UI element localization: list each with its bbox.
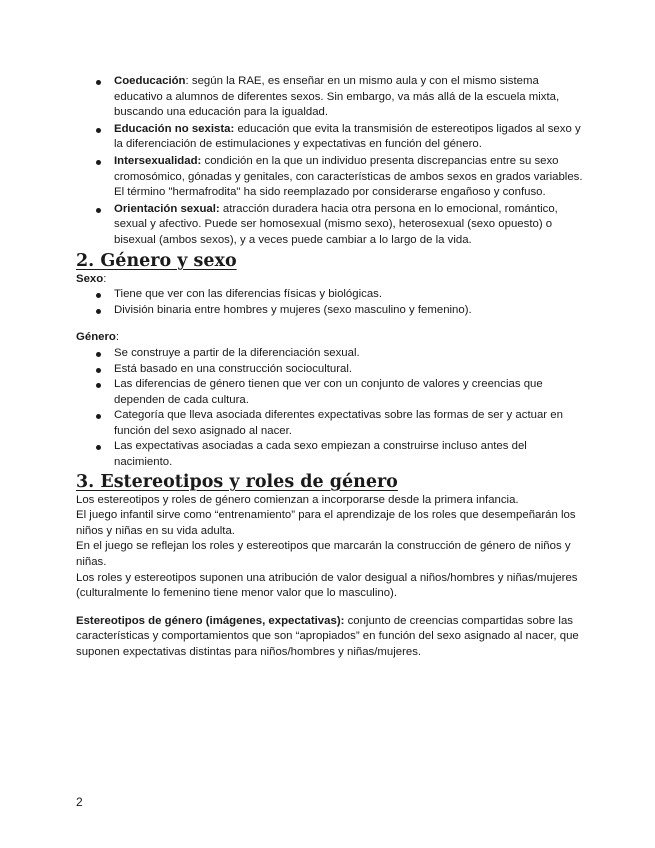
list-item <box>76 122 584 153</box>
definition: educación que evita la transmisión de estereotipos ligados al sexo y la diferenciación de estimulaciones y expectativas en función del género. <box>114 122 581 151</box>
bullet-icon <box>96 352 101 357</box>
list-item: Está basado en una construcción sociocultural. <box>76 362 584 378</box>
list-item: Tiene que ver con las diferencias físicas y biológicas. <box>76 287 584 303</box>
paragraph: El juego infantil sirve como “entrenamiento” para el aprendizaje de los roles que desempeñarán los niños y niñas en su vida adulta. <box>76 509 576 537</box>
genero-list <box>76 346 584 471</box>
bullet-icon <box>96 383 101 388</box>
sexo-list <box>76 287 584 318</box>
term: Coeducación <box>114 75 186 87</box>
section-heading-genero-sexo: 2. Género y sexo <box>76 250 237 271</box>
list-item: Se construye a partir de la diferenciación sexual. <box>76 346 584 362</box>
bullet-icon <box>96 208 101 213</box>
term: Estereotipos de género (imágenes, expectativas): <box>76 614 345 627</box>
section-heading-estereotipos: 3. Estereotipos y roles de género <box>76 471 398 492</box>
term: Educación no sexista: <box>114 122 235 135</box>
list-item <box>76 154 584 201</box>
paragraph: En el juego se reflejan los roles y estereotipos que marcarán la construcción de género de niños y niñas. <box>76 540 571 569</box>
bullet-icon <box>96 309 101 314</box>
bullet-icon <box>96 293 101 298</box>
term: Intersexualidad: <box>114 154 202 167</box>
list-item: Coeducación: según la RAE, es enseñar en un mismo aula y con el mismo sistema educativo a alumnos de diferentes sexos. Sin embargo, va más allá de la escuela mixta, buscando una educación para la igualdad. <box>76 74 584 121</box>
bullet-icon <box>96 445 101 450</box>
definitions-list <box>76 74 584 249</box>
bullet-icon <box>96 368 101 373</box>
definition: condición en la que un individuo presenta discrepancias entre su sexo cromosómico, gónadas y genitales, con características de ambos sexos en grados variables. El término "hermafrodita" ha sido reemplazado por considerarse engañoso y confuso. <box>114 154 583 199</box>
sexo-label: Sexo: <box>76 272 107 285</box>
list-item: Las diferencias de género tienen que ver con un conjunto de valores y creencias que dependen de cada cultura. <box>76 377 584 408</box>
definition-paragraph: Estereotipos de género (imágenes, expectativas): conjunto de creencias compartidas sobre las características y comportamientos que son “apropiados” en función del sexo asignado al nacer, que suponen expectativas distintas para niños/hombres y niñas/mujeres. <box>76 614 579 658</box>
bullet-icon <box>96 80 101 85</box>
list-item: División binaria entre hombres y mujeres (sexo masculino y femenino). <box>76 303 584 319</box>
bullet-icon <box>96 128 101 133</box>
paragraph: Los roles y estereotipos suponen una atribución de valor desigual a niños/hombres y niñas/mujeres (culturalmente lo femenino tiene menor valor que lo masculino). <box>76 571 578 600</box>
paragraph: Los estereotipos y roles de género comienzan a incorporarse desde la primera infancia. <box>76 493 519 506</box>
definition: atracción duradera hacia otra persona en lo emocional, romántico, sexual y afectivo. Puede ser homosexual (mismo sexo), heterosexual (sexo opuesto) o bisexual (ambos sexos), y a veces puede cambiar a lo largo de la vida. <box>114 202 558 246</box>
bullet-icon <box>96 414 101 419</box>
list-item: Categoría que lleva asociada diferentes expectativas sobre las formas de ser y actuar en función del sexo asignado al nacer. <box>76 408 584 439</box>
definition: según la RAE, es enseñar en un mismo aula y con el mismo sistema educativo a alumnos de diferentes sexos. Sin embargo, va más allá de la escuela mixta, buscando una educación para la igualdad. <box>114 75 560 119</box>
list-item: Las expectativas asociadas a cada sexo empiezan a construirse incluso antes del nacimiento. <box>76 439 584 470</box>
document-page <box>76 74 584 661</box>
list-item <box>76 202 584 249</box>
page-number: 2 <box>76 795 83 809</box>
genero-label: Género: <box>76 331 120 344</box>
bullet-icon <box>96 160 101 165</box>
term: Orientación sexual: <box>114 202 220 215</box>
